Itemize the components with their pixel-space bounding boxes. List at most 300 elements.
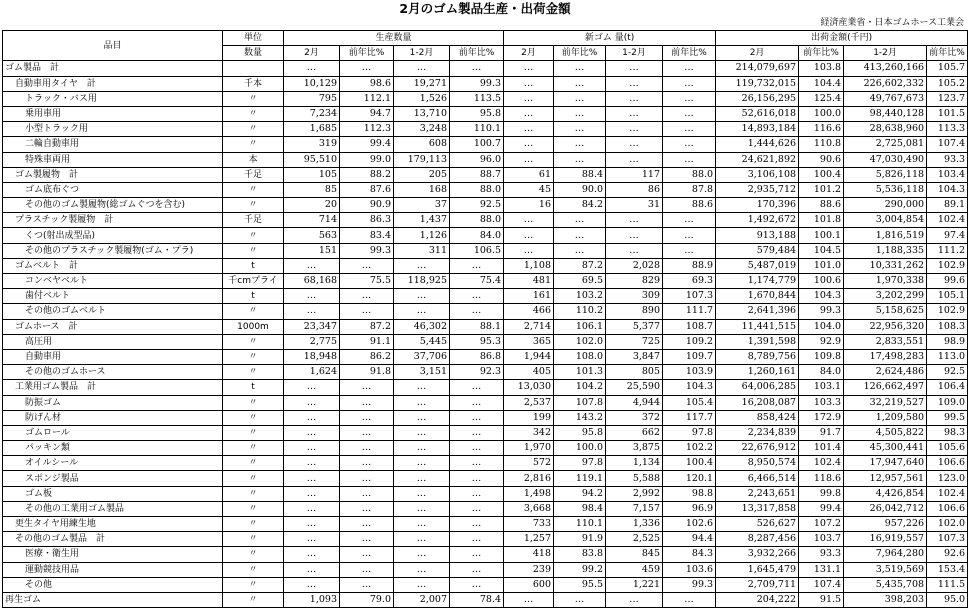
row-value: 398,203: [844, 592, 927, 607]
row-value: 101.5: [927, 106, 968, 121]
item-header: 品目: [3, 31, 223, 61]
row-value: …: [394, 61, 450, 76]
header-row-1: [3, 31, 968, 46]
table-row: [3, 501, 968, 516]
table-row: [3, 410, 968, 425]
row-value: 8,950,574: [716, 456, 799, 471]
unit-header: 単位: [223, 31, 284, 46]
row-value: 2,537: [504, 395, 554, 410]
row-value: 102.4: [799, 456, 844, 471]
row-unit: 〃: [223, 592, 284, 607]
row-value: 2,709,711: [716, 577, 799, 592]
row-value: 418: [504, 547, 554, 562]
row-value: …: [504, 106, 554, 121]
row-value: 23,347: [284, 319, 340, 334]
row-item-name: パッキン類: [3, 441, 223, 456]
row-value: 117.7: [663, 410, 716, 425]
row-value: 526,627: [716, 517, 799, 532]
row-value: 2,775: [284, 334, 340, 349]
row-item-name: 防げん材: [3, 410, 223, 425]
row-value: …: [606, 152, 663, 167]
row-value: …: [504, 76, 554, 91]
row-value: 795: [284, 91, 340, 106]
row-value: 88.0: [663, 167, 716, 182]
row-item-name: 医療・衛生用: [3, 547, 223, 562]
row-value: 109.8: [799, 349, 844, 364]
row-value: 5,377: [606, 319, 663, 334]
row-value: 10,129: [284, 76, 340, 91]
row-value: 69.5: [554, 274, 606, 289]
row-value: 98.3: [927, 425, 968, 440]
row-value: …: [284, 441, 340, 456]
row-value: …: [606, 91, 663, 106]
row-value: 98.9: [927, 334, 968, 349]
row-value: 372: [606, 410, 663, 425]
row-value: 109.7: [663, 349, 716, 364]
row-value: 5,435,708: [844, 577, 927, 592]
row-unit: 千足: [223, 167, 284, 182]
row-value: 290,000: [844, 198, 927, 213]
row-value: 86.3: [340, 213, 394, 228]
table-row: [3, 61, 968, 76]
row-value: 101.4: [799, 441, 844, 456]
row-value: 31: [606, 198, 663, 213]
row-value: 103.4: [927, 167, 968, 182]
row-value: 95.3: [450, 334, 504, 349]
row-value: …: [284, 61, 340, 76]
row-value: 95.0: [927, 592, 968, 607]
row-value: 1,126: [394, 228, 450, 243]
row-value: …: [450, 61, 504, 76]
row-item-name: コンベヤベルト: [3, 274, 223, 289]
row-value: 95.8: [554, 425, 606, 440]
row-value: 104.4: [799, 76, 844, 91]
col-header: 2月: [716, 46, 799, 61]
row-value: 95.8: [450, 106, 504, 121]
row-value: 466: [504, 304, 554, 319]
col-header: 前年比%: [340, 46, 394, 61]
row-value: …: [450, 304, 504, 319]
row-unit: 〃: [223, 425, 284, 440]
row-value: 405: [504, 365, 554, 380]
row-value: …: [504, 137, 554, 152]
row-value: 13,317,858: [716, 501, 799, 516]
row-value: …: [554, 137, 606, 152]
row-value: 106.5: [450, 243, 504, 258]
row-value: …: [450, 441, 504, 456]
row-value: …: [394, 304, 450, 319]
row-value: 131.1: [799, 562, 844, 577]
row-value: …: [504, 213, 554, 228]
row-value: 99.4: [799, 501, 844, 516]
row-value: 5,445: [394, 334, 450, 349]
table-row: [3, 122, 968, 137]
row-value: 37,706: [394, 349, 450, 364]
row-value: 5,487,019: [716, 258, 799, 273]
row-value: 86: [606, 182, 663, 197]
row-value: 123.0: [927, 471, 968, 486]
table-row: [3, 258, 968, 273]
row-value: 102.0: [927, 517, 968, 532]
row-value: 108.0: [554, 349, 606, 364]
row-value: 342: [504, 425, 554, 440]
row-value: 106.6: [927, 501, 968, 516]
row-value: …: [340, 577, 394, 592]
col-header: 前年比%: [663, 46, 716, 61]
row-value: 309: [606, 289, 663, 304]
row-value: 99.6: [927, 274, 968, 289]
row-item-name: 防振ゴム: [3, 395, 223, 410]
row-value: …: [450, 410, 504, 425]
row-value: 104.0: [799, 319, 844, 334]
row-item-name: プラスチック製履物 計: [3, 213, 223, 228]
row-value: 126,662,497: [844, 380, 927, 395]
row-value: 108.7: [663, 319, 716, 334]
row-value: 2,007: [394, 592, 450, 607]
row-value: …: [554, 106, 606, 121]
row-value: 19,271: [394, 76, 450, 91]
production-group-header: 生産数量: [284, 31, 504, 46]
row-value: 104.2: [554, 380, 606, 395]
row-value: …: [394, 517, 450, 532]
row-value: 45: [504, 182, 554, 197]
row-unit: 千cmプライ: [223, 274, 284, 289]
row-value: 100.7: [450, 137, 504, 152]
page-title: 2月のゴム製品生産・出荷金額: [399, 1, 571, 16]
row-value: 61: [504, 167, 554, 182]
row-value: 1,492,672: [716, 213, 799, 228]
row-value: 92.3: [450, 365, 504, 380]
row-value: …: [554, 122, 606, 137]
row-value: …: [663, 61, 716, 76]
row-value: …: [450, 395, 504, 410]
row-value: 99.0: [340, 152, 394, 167]
row-value: 112.1: [340, 91, 394, 106]
row-value: 102.9: [927, 304, 968, 319]
row-unit: 〃: [223, 562, 284, 577]
table-row: [3, 228, 968, 243]
row-value: 109.2: [663, 334, 716, 349]
row-value: 101.8: [799, 213, 844, 228]
row-value: 2,641,396: [716, 304, 799, 319]
row-item-name: 歯付ベルト: [3, 289, 223, 304]
row-value: 13,030: [504, 380, 554, 395]
row-value: 119,732,015: [716, 76, 799, 91]
row-item-name: 小型トラック用: [3, 122, 223, 137]
row-value: 83.8: [554, 547, 606, 562]
row-value: 120.1: [663, 471, 716, 486]
row-value: 153.4: [927, 562, 968, 577]
row-value: 92.9: [799, 334, 844, 349]
row-value: 106.1: [554, 319, 606, 334]
table-row: [3, 471, 968, 486]
row-value: …: [606, 592, 663, 607]
row-value: 88.0: [450, 213, 504, 228]
row-value: …: [284, 258, 340, 273]
row-item-name: 乗用車用: [3, 106, 223, 121]
row-value: 6,466,514: [716, 471, 799, 486]
row-value: 733: [504, 517, 554, 532]
table-row: [3, 349, 968, 364]
row-value: …: [340, 547, 394, 562]
row-unit: 〃: [223, 106, 284, 121]
row-value: 17,498,283: [844, 349, 927, 364]
row-value: 92.5: [450, 198, 504, 213]
row-value: 88.2: [340, 167, 394, 182]
shipment-group-header: 出荷金額(千円): [716, 31, 968, 46]
row-value: …: [340, 380, 394, 395]
row-value: 214,079,697: [716, 61, 799, 76]
row-item-name: オイルシール: [3, 456, 223, 471]
row-value: 3,932,266: [716, 547, 799, 562]
row-value: …: [284, 517, 340, 532]
row-value: …: [394, 289, 450, 304]
row-value: 108.3: [927, 319, 968, 334]
row-value: 86.8: [450, 349, 504, 364]
row-value: 110.8: [799, 137, 844, 152]
row-value: 119.1: [554, 471, 606, 486]
row-value: 32,219,527: [844, 395, 927, 410]
quantity-subheader: 数量: [223, 46, 284, 61]
row-value: 84.3: [663, 547, 716, 562]
row-value: 91.9: [554, 532, 606, 547]
row-value: 79.0: [340, 592, 394, 607]
row-value: …: [450, 425, 504, 440]
row-unit: 〃: [223, 441, 284, 456]
row-value: 88.4: [554, 167, 606, 182]
table-row: [3, 456, 968, 471]
row-value: 4,505,822: [844, 425, 927, 440]
row-value: …: [663, 228, 716, 243]
row-value: 3,875: [606, 441, 663, 456]
row-value: 8,789,756: [716, 349, 799, 364]
row-value: …: [340, 562, 394, 577]
table-row: [3, 243, 968, 258]
row-unit: 本: [223, 152, 284, 167]
row-value: 3,519,569: [844, 562, 927, 577]
row-value: …: [340, 456, 394, 471]
row-value: 105.4: [663, 395, 716, 410]
row-value: …: [663, 243, 716, 258]
row-value: 100.6: [799, 274, 844, 289]
row-value: 101.0: [799, 258, 844, 273]
row-value: …: [663, 106, 716, 121]
table-row: [3, 274, 968, 289]
row-value: …: [450, 562, 504, 577]
row-value: …: [606, 228, 663, 243]
row-value: …: [340, 441, 394, 456]
row-unit: 〃: [223, 365, 284, 380]
row-value: 110.2: [554, 304, 606, 319]
row-value: 1,221: [606, 577, 663, 592]
row-value: 11,441,515: [716, 319, 799, 334]
row-value: 26,156,295: [716, 91, 799, 106]
row-value: 87.8: [663, 182, 716, 197]
row-value: 858,424: [716, 410, 799, 425]
row-value: …: [340, 471, 394, 486]
row-value: 845: [606, 547, 663, 562]
row-value: …: [554, 61, 606, 76]
row-item-name: 自動車用: [3, 349, 223, 364]
row-value: 110.1: [450, 122, 504, 137]
row-value: 83.4: [340, 228, 394, 243]
row-value: 4,944: [606, 395, 663, 410]
row-value: 104.3: [927, 182, 968, 197]
row-value: …: [450, 380, 504, 395]
row-value: 99.5: [927, 410, 968, 425]
table-row: [3, 592, 968, 607]
row-value: …: [284, 532, 340, 547]
row-value: 98,440,128: [844, 106, 927, 121]
row-value: 107.4: [927, 137, 968, 152]
row-unit: 〃: [223, 228, 284, 243]
row-value: …: [284, 471, 340, 486]
row-value: …: [284, 304, 340, 319]
row-value: …: [554, 91, 606, 106]
row-value: 1,944: [504, 349, 554, 364]
row-value: 1,108: [504, 258, 554, 273]
row-item-name: くつ(射出成型品): [3, 228, 223, 243]
row-value: 18,948: [284, 349, 340, 364]
row-value: 92.6: [927, 547, 968, 562]
row-value: 104.3: [663, 380, 716, 395]
row-value: 1,444,626: [716, 137, 799, 152]
row-value: 104.3: [799, 289, 844, 304]
table-row: [3, 441, 968, 456]
row-value: 103.7: [799, 532, 844, 547]
row-value: 113.5: [450, 91, 504, 106]
row-item-name: 更生タイヤ用練生地: [3, 517, 223, 532]
row-value: 563: [284, 228, 340, 243]
col-header: 前年比%: [927, 46, 968, 61]
row-value: 105.6: [927, 441, 968, 456]
row-value: 87.2: [340, 319, 394, 334]
row-value: 75.5: [340, 274, 394, 289]
row-value: 103.8: [799, 61, 844, 76]
row-value: 311: [394, 243, 450, 258]
row-value: …: [663, 76, 716, 91]
row-value: 99.3: [340, 243, 394, 258]
row-value: 3,202,299: [844, 289, 927, 304]
row-value: 600: [504, 577, 554, 592]
row-unit: 〃: [223, 395, 284, 410]
row-value: 24,621,892: [716, 152, 799, 167]
row-value: 109.0: [927, 395, 968, 410]
row-value: 714: [284, 213, 340, 228]
row-value: …: [606, 61, 663, 76]
row-item-name: その他のゴムホース: [3, 365, 223, 380]
row-item-name: 特殊車両用: [3, 152, 223, 167]
row-value: 103.6: [663, 562, 716, 577]
table-row: [3, 577, 968, 592]
row-value: 123.7: [927, 91, 968, 106]
row-value: …: [504, 122, 554, 137]
row-item-name: 再生ゴム: [3, 592, 223, 607]
row-value: …: [394, 547, 450, 562]
row-value: 5,536,118: [844, 182, 927, 197]
row-value: 226,602,332: [844, 76, 927, 91]
row-value: 91.8: [340, 365, 394, 380]
row-value: 2,028: [606, 258, 663, 273]
row-value: …: [450, 258, 504, 273]
row-value: 1,526: [394, 91, 450, 106]
row-value: 1,336: [606, 517, 663, 532]
row-value: …: [504, 592, 554, 607]
row-value: 95.5: [554, 577, 606, 592]
row-value: …: [663, 137, 716, 152]
table-row: [3, 167, 968, 182]
row-value: …: [450, 501, 504, 516]
row-value: 572: [504, 456, 554, 471]
row-value: …: [394, 380, 450, 395]
row-value: …: [340, 395, 394, 410]
row-value: 1,260,161: [716, 365, 799, 380]
row-value: …: [663, 91, 716, 106]
row-value: 95,510: [284, 152, 340, 167]
rubber-group-header: 新ゴム 量(t): [504, 31, 716, 46]
row-value: 91.1: [340, 334, 394, 349]
row-unit: 千足: [223, 213, 284, 228]
row-unit: 〃: [223, 577, 284, 592]
row-value: 47,030,490: [844, 152, 927, 167]
row-value: 84.2: [554, 198, 606, 213]
row-item-name: 二輪自動車用: [3, 137, 223, 152]
row-value: 3,668: [504, 501, 554, 516]
row-value: 88.7: [450, 167, 504, 182]
row-value: 2,935,712: [716, 182, 799, 197]
row-value: 579,484: [716, 243, 799, 258]
row-unit: t: [223, 258, 284, 273]
col-header: 1-2月: [606, 46, 663, 61]
row-value: …: [554, 152, 606, 167]
row-value: 102.6: [663, 517, 716, 532]
row-value: 481: [504, 274, 554, 289]
row-value: 97.8: [663, 425, 716, 440]
row-value: …: [394, 562, 450, 577]
row-value: 91.7: [799, 425, 844, 440]
table-row: [3, 106, 968, 121]
row-value: 88.6: [663, 198, 716, 213]
row-value: 12,957,561: [844, 471, 927, 486]
row-value: 204,222: [716, 592, 799, 607]
row-value: …: [450, 577, 504, 592]
row-value: 1,670,844: [716, 289, 799, 304]
row-item-name: ゴム製品 計: [3, 61, 223, 76]
row-value: 111.5: [927, 577, 968, 592]
row-value: 117: [606, 167, 663, 182]
row-value: 3,004,854: [844, 213, 927, 228]
row-unit: 〃: [223, 304, 284, 319]
row-value: 14,893,184: [716, 122, 799, 137]
row-value: 413,260,166: [844, 61, 927, 76]
row-value: 69.3: [663, 274, 716, 289]
row-unit: 〃: [223, 486, 284, 501]
row-value: 100.4: [799, 167, 844, 182]
row-value: …: [340, 517, 394, 532]
row-value: …: [663, 592, 716, 607]
row-item-name: その他のゴム製品 計: [3, 532, 223, 547]
row-unit: 〃: [223, 471, 284, 486]
row-value: 113.3: [927, 122, 968, 137]
row-value: …: [340, 289, 394, 304]
row-value: …: [663, 213, 716, 228]
table-row: [3, 182, 968, 197]
row-value: …: [450, 486, 504, 501]
row-value: 1,970,338: [844, 274, 927, 289]
row-value: 168: [394, 182, 450, 197]
row-value: …: [504, 61, 554, 76]
row-value: …: [606, 106, 663, 121]
